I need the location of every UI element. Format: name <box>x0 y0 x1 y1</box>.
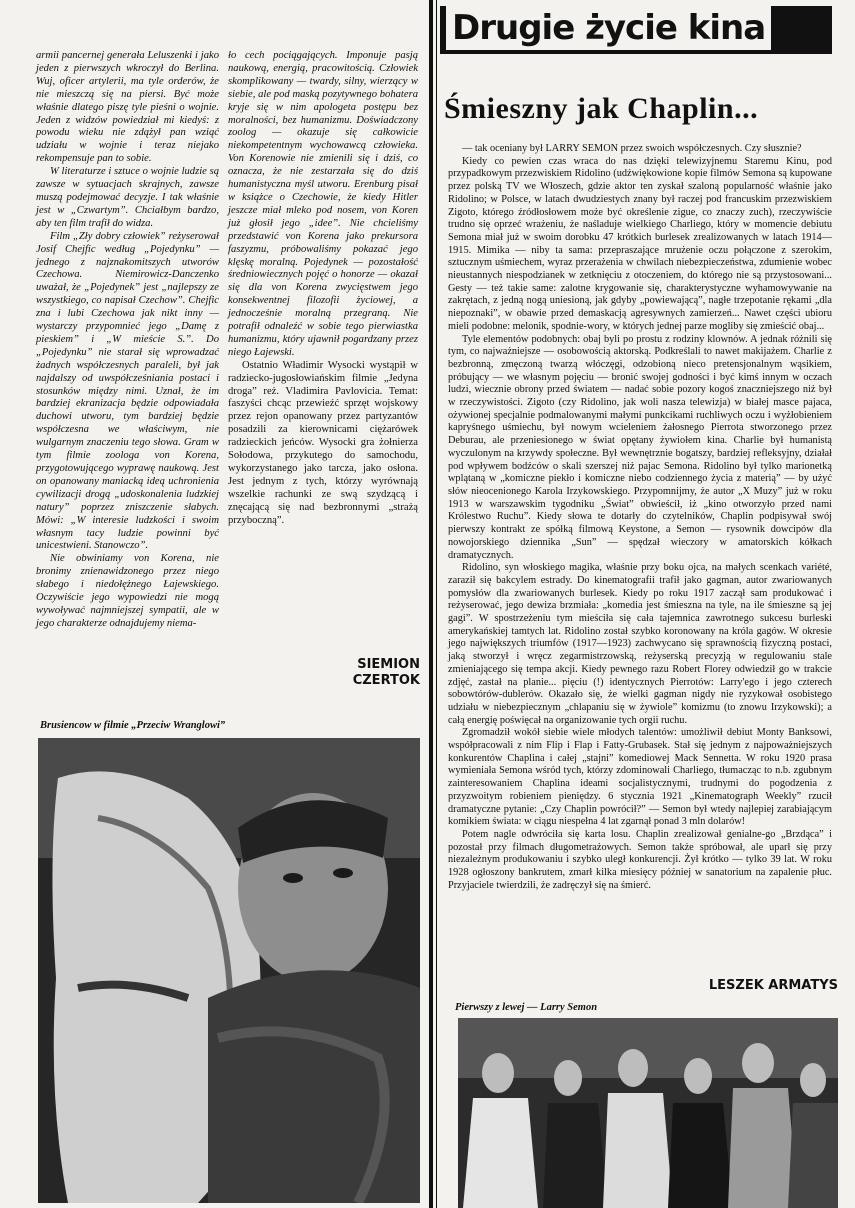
article1-paragraph: armii pancernej generała Leluszenki i jako jeden z pierwszych wkroczył do Berlina. Wuj, oficer artylerii, ma tyle orderów, że nie mieszczą się na piersi. Być może właśnie dlatego piszę tyle pieśni o wojnie. Jeden z widzów powiedział mi kiedyś: z powodu wieku nie zdążył pan wziąć udziału w wojnie i teraz niejako rekompensuje pan to sobie. <box>36 50 219 165</box>
article1-paragraph: Ostatnio Władimir Wysocki wystąpił w radziecko-jugosłowiańskim filmie „Jedyna droga” reż. Vladimira Pavlovicia. Temat: faszyści chcąc przewieźć sprzęt wojskowy przez rejon opanowany przez partyzantów posadzili za kierownicami ciężarówek radzieckich jeńców. Wysocki gra żołnierza Sołodowa, przykutego do samochodu, wykorzystanego jako tarcza, jako osłona. Jest jednym z tych, którzy wyrównają wszelkie rachunki ze swą szydzącą i znęcającą się nad bezbronnymi „strażą przyboczną”. <box>228 359 418 526</box>
article1-byline <box>330 657 420 689</box>
semon-film-image <box>458 1018 838 1208</box>
film-still-image <box>38 738 420 1203</box>
article1-paragraph: ło cech pociągających. Imponuje pasją naukową, energią, pracowitością. Człowiek skomplikowany — twardy, silny, wierzący w siebie, ale pod maską pozytywnego bohatera kryje się w nim apologeta postępu bez moralności, bez humanizmu. Doświadczony zoolog — okazuje się całkowicie niekompetentnym wychowawcą człowieka. Von Korenowie nie zmienili się i dziś, co oznacza, że nie zestarzała się do dziś humanistyczna myśl utworu. Erenburg pisał w książce o Czechowie, że kiedy Hitler jeszcze miał mleko pod nosem, von Koren już głosił jego „idee”. Nie chcieliśmy przedstawić von Korena jako prekursora faszyzmu, próbowaliśmy pokazać jego klęskę moralną. Pojedynek — pozostałość średniowiecznych pojęć o honorze — okazał się dla von Korena zwycięstwem jego konsekwentnej filozofii życiowej, a jednocześnie moralną przegraną. Nie potrafił odnaleźć w sobie tego pierwiastka humanizmu, który ujawnił pogardzany przez niego Łajewski. <box>228 50 418 358</box>
article2-paragraph: Ridolino, syn włoskiego magika, właśnie przy boku ojca, na małych scenkach variété, zaraził się bakcylem estrady. Do kinematografii trafił jako gagman, autor zwariowanych pomysłów dla zwariowanych burlesek. Kiedy po roku 1917 zaczął sam produkować i reżyserować, jego dewiza brzmiała: „komedia jest śmieszna na tyle, na ile śmieszne są jej gagi”. W spostrzeżeniu tym mieściła się cała tajemnica zawrotnego sukcesu burleski amerykańskiej tamtych lat. Ridolino został szybko koronowany na króla gagów. W okresie jego największych triumfów (1917—1923) zachwycano się sprawnością fizyczną postaci, jaką stworzył i wręcz zegarmistrzowską, reżyserską precyzją w regulowaniu stale zmieniającego się tempa akcji. Kiedy pewnego razu Robert Florey odwiedził go w trakcie zdjęć, zastał na planie... pięciu (!) identycznych Pierrotów: Larry'ego i jego czterech sobowtórów-dublerów. Okazało się, że wielki gagman nigdy nie ryzykował osobistego udziału w niebezpiecznym „chlapaniu się w żywiole” komizmu (to znowu Irzykowski); a całą energię poświęcał na organizowanie tych orgii ruchu. <box>448 562 832 726</box>
column-divider-thin <box>436 0 437 1208</box>
film-still-photo <box>38 738 420 1203</box>
article2-photo-caption: Pierwszy z lewej — Larry Semon <box>455 1002 598 1013</box>
article1-paragraph: Nie obwiniamy von Korena, nie bronimy znienawidzonego przez niego słabego i niedołężnego Łajewskiego. Oczywiście jego wypowiedzi nie mogą wywoływać najmniejszej sympatii, ale w jego charakterze odnajdujemy niema- <box>36 553 219 629</box>
byline-line: CZERTOK <box>352 673 420 688</box>
article2-paragraph: Tyle elementów podobnych: obaj byli po prostu z rodziny klownów. A jednak różnili się tym, co najważniejsze — osobowością aktorską. Podkreślali to nawet makijażem. Charlie z bezbronną, zmęczoną twarzą włóczęgi, odzobioną nieco pretensjonalnym wąsikiem, próbujący — we własnym pojęciu — bronić swojej godności i być kimś innym w oczach ludzi, wiecznie obrony przed światem — nadać sobie pozory kogoś znaczniejszego niż był w rzeczywistości. Zigoto (czy Ridolino, jak woli nasza telewizja) w białej masce pajaca, ożywionej specjalnie podmalowanymi małymi punkcikami ruchliwych oczu i wyżłobieniem kapryśnego uśmiechu, był nowym wcieleniem żałosnego Pierrota stworzonego przez Deburau, ale przeniesionego w świat opętany żywiołem kina. Charlie był humanistą wyczulonym na krzywdy społeczne. Był wewnętrznie bogatszy, bardziej refleksyjny, działał pod wpływem bodźców o skali szerszej niż pajac Semona. Ridolino był tylko marionetką wplątaną w „komiczne piekło i komiczne niebo codziennego życia z materią” — by użyć słów nieocenionego Karola Irzykowskiego. Przypomnijmy, że autor „X Muzy” już w roku 1913 w warszawskim tygodniku „Świat” obwieścił, iż „kino otworzyło przed nami Królestwo Ruchu”. Kiedy słowa te dotarły do czytelników, Chaplin podpisywał swój pierwszy kontrakt ze spółką filmową Keystone, a Semon — rysownik dowcipów dla nowojorskiego dziennika „Sun” — spędzał wieczory w amatorskich kółkach dramatycznych. <box>448 333 832 561</box>
article2-body <box>448 143 832 892</box>
article1-column-1 <box>36 50 219 631</box>
article1-paragraph: W literaturze i sztuce o wojnie ludzie są zawsze w sytuacjach skrajnych, zawsze muszą podejmować decyzje. I tak właśnie jest w „Czwartym”. Chciałbym bardzo, aby ten film trafił do widza. <box>36 166 219 229</box>
article1-column-2 <box>228 50 418 528</box>
article2-paragraph: Potem nagle odwróciła się karta losu. Chaplin zrealizował genialne-go „Brzdąca” i pozostał przy filmach długometrażowych. Semon także spróbował, ale uparł się przy niezależnym produkowaniu i szybko uległ konkurencji. Żył krótko — tylko 39 lat. W roku 1928 ogłoszony bankrutem, zmarł kilka miesięcy później w sanatorium na zapalenie płuc. Przyjaciele twierdzili, że zadręczył się na śmierć. <box>448 828 832 891</box>
semon-film-photo <box>458 1018 838 1208</box>
article2-paragraph: Kiedy co pewien czas wraca do nas dzięki telewizyjnemu Staremu Kinu, pod przypadkowym przezwiskiem Ridolino (udźwiękowione kopie filmów Semona są kupowane przez polską TV we Włoszech, gdzie aktor ten zyskał szaloną popularność właśnie jako Ridolino; w Polsce, w latach dwudziestych znany był raczej pod francuskim przezwiskiem Zigoto, którego źródłosłowem może być określenie zigue, co znaczy zuch), rzeczywiście trudno się oprzeć wrażeniu, że naśladuje wielkiego Charliego, który w momencie debiutu Semona miał już w swoim dorobku 47 krótkich burlesek zrealizowanych w latach 1914—1915. Mimika — niby ta sama: przepraszające mrużenie oczu połączone z szerokim, sztucznym uśmiechem, wyraz przerażenia w chwilach niebezpieczeństwa, zdumienie wobec nieustannych niespodzianek w zetknięciu z otoczeniem, do którego nie są przystosowani... Gesty — też takie same: zalotne krygowanie się, charakterystyczne wyhamowywanie na zakrętach, z jedną nogą uniesioną, jak gdyby „powiewającą”, nagłe trzepotanie rękami „dla niepoznaki”, w obawie przed demaskacją agresywnych zamierzeń... Nawet części ubioru mieli podobne: melonik, spodnie-wory, w których jednej parze mogliby się zmieścić obaj... <box>448 155 832 332</box>
article2-byline: LESZEK ARMATYS <box>708 978 838 993</box>
byline-line: SIEMION <box>357 657 420 672</box>
article2-paragraph: — tak oceniany był LARRY SEMON przez swoich współczesnych. Czy słusznie? <box>462 143 802 154</box>
section-banner-title: Drugie życie kina <box>446 6 771 50</box>
article1-paragraph: Film „Zły dobry człowiek” reżyserował Josif Chejfic według „Pojedynku” — jednego z najznakomitszych utworów Czechowa. Niemirowicz-Danczenko uważał, że „Pojedynek” jest „najlepszy ze wszystkiego, co napisał Czechow”. Chejfic zna i lubi Czechowa jak nikt inny — wystarczy przypomnieć jego „Damę z pieskiem” i „W mieście S.”. Do „Pojedynku” nie starał się wprowadzać żadnych współczesnych paraleli, był jak najdalszy od uwspółcześniania postaci i stosunków między nimi. Uznał, że im bardziej ekranizacja będzie odpowiadała duchowi utworu, tym bardziej będzie współczesna we właściwym, nie wulgarnym znaczeniu tego słowa. Gram w tym filmie zoologa von Korena, przygotowującego wyprawę naukową. Jest on opanowany maniacką ideą uchronienia cywilizacji drogą „udoskonalenia ludzkiej natury” poprzez zniszczenie słabych. Mówi: „W interesie ludzkości i swoim własnym tacy ludzie powinni być unicestwieni. Stanowczo”. <box>36 230 219 552</box>
article2-paragraph: Zgromadził wokół siebie wiele młodych talentów: umożliwił debiut Monty Banksowi, współpracowali z nim Flip i Flap i Fatty-Grubasek. Stał się jednym z najpoważniejszych konkurentów Chaplina i całej „stajni” komediowej Mack Sennetta. W roku 1920 prasa wymieniała Semona wśród tych, którzy zdominowali Charliego, tłumacząc to n.b. zgubnym zainteresowaniem Chaplina ideami socjalistycznymi, trudnymi do pogodzenia z przyzwoitym robieniem pieniędzy. 6 stycznia 1921 „Kinematograph Weekly” rzucił dramatyczne pytanie: „Czy Chaplin powrócił?” — Semon był wtedy najlepiej zarabiającym komikiem świata: w ciągu niespełna 4 lat zgarnął ponad 3 mln dolarów! <box>448 727 832 828</box>
article1-photo-caption: Brusiencow w filmie „Przeciw Wranglowi” <box>40 720 226 731</box>
article2-headline: Śmieszny jak Chaplin... <box>444 92 759 125</box>
column-divider <box>429 0 433 1208</box>
